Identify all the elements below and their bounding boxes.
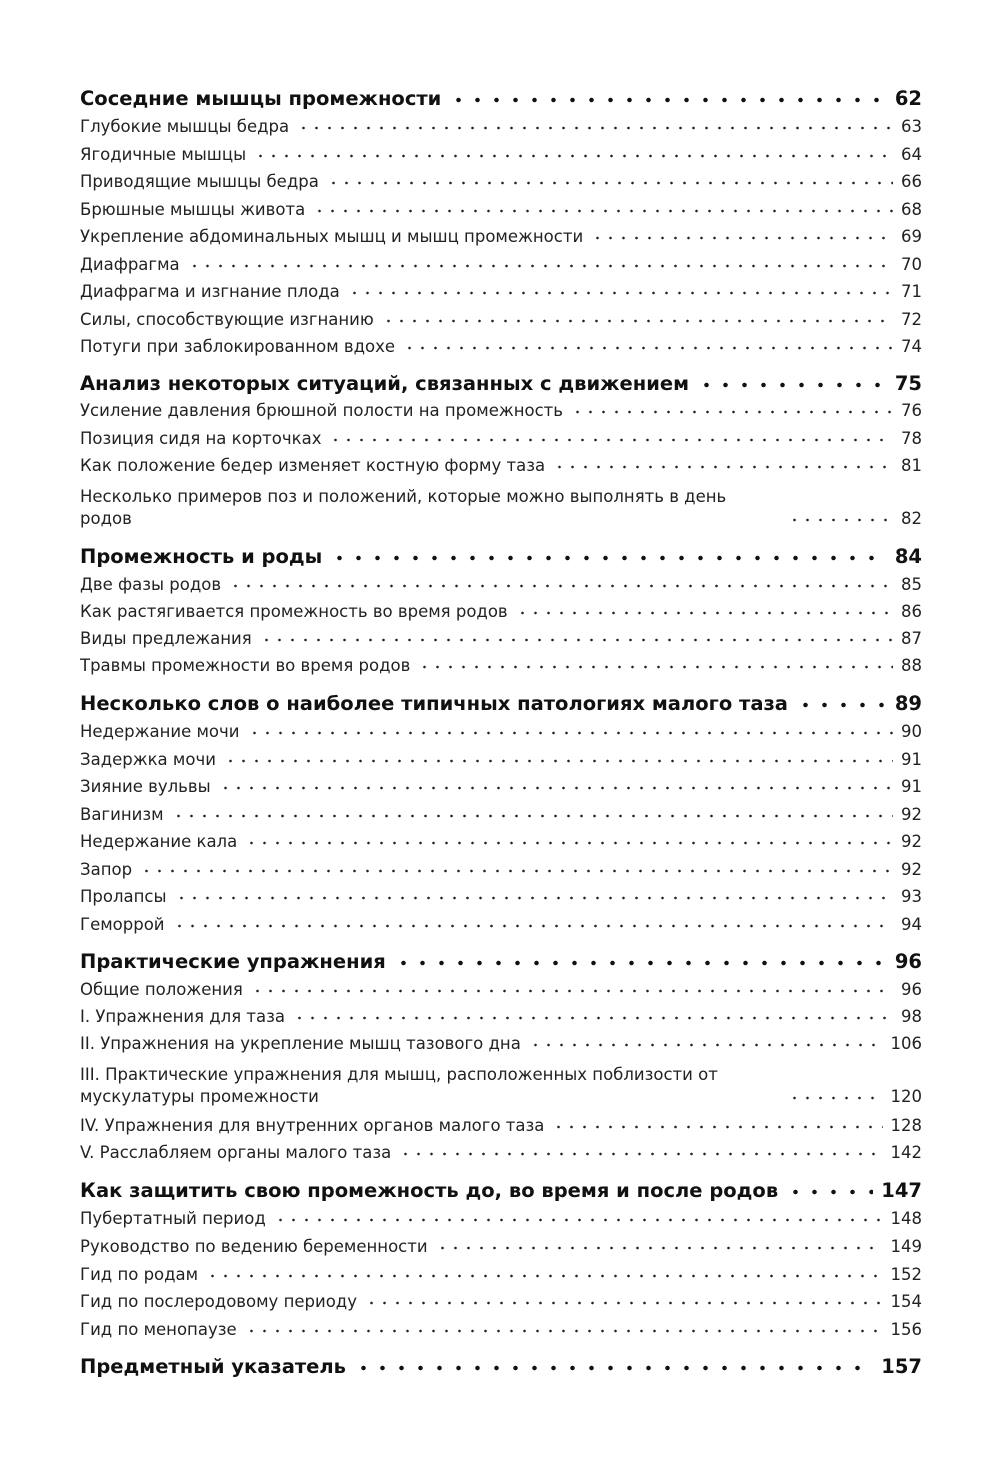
page-number: 62 [894,87,922,110]
page-number: 88 [901,656,922,675]
dot-leader [382,318,893,324]
entry-title: Диафрагма и изгнание плода [80,282,340,301]
section-heading[interactable] [80,687,922,717]
dot-leader [248,730,894,736]
dot-leader [245,840,893,846]
dot-leader [313,208,893,214]
page-number: 96 [894,950,922,973]
dot-leader [697,381,887,389]
dot-leader [354,1364,873,1372]
section-heading[interactable] [80,367,922,397]
page-number: 128 [890,1116,922,1135]
section-heading[interactable] [80,540,922,570]
toc-entry[interactable] [80,250,922,276]
entry-title: Пубертатный период [80,1209,266,1228]
dot-leader [260,637,893,643]
toc-entry[interactable] [80,277,922,303]
toc-entry[interactable] [80,478,922,530]
entry-title: Недержание кала [80,832,238,851]
dot-leader [172,813,893,819]
page-number: 94 [901,915,922,934]
toc-entry[interactable] [80,570,922,596]
section-title: Как защитить свою промежность до, во время и после родов [80,1179,779,1202]
dot-leader [529,1042,883,1048]
dot-leader [330,554,887,562]
toc-entry[interactable] [80,1204,922,1230]
section-heading[interactable] [80,945,922,975]
page-number: 78 [901,429,922,448]
page-number: 82 [901,509,922,528]
page-number: 76 [901,401,922,420]
dot-leader [206,1273,882,1279]
toc-entry[interactable] [80,624,922,650]
toc-entry[interactable] [80,827,922,853]
dot-leader [140,868,893,874]
section-heading[interactable] [80,1174,922,1204]
entry-title: Гид по послеродовому периоду [80,1292,357,1311]
entry-title: Позиция сидя на корточках [80,429,322,448]
dot-leader [449,96,887,104]
toc-entry[interactable] [80,1111,922,1137]
page-number: 86 [901,602,922,621]
dot-leader [788,1095,883,1101]
page-number: 92 [901,805,922,824]
dot-leader [293,1015,893,1021]
page-number: 68 [901,200,922,219]
entry-title: Усиление давления брюшной полости на промежность [80,401,563,420]
entry-title: Как растягивается промежность во время родов [80,602,508,621]
dot-leader [327,180,893,186]
toc-entry[interactable] [80,1138,922,1164]
page-number: 152 [890,1265,922,1284]
entry-title: Зияние вульвы [80,777,211,796]
toc-entry[interactable] [80,717,922,743]
entry-title: Две фазы родов [80,575,222,594]
toc-entry[interactable] [80,195,922,221]
dot-leader [173,923,893,929]
toc-entry[interactable] [80,1287,922,1313]
page-number: 63 [901,117,922,136]
page-number: 87 [901,629,922,648]
entry-title: Руководство по ведению беременности [80,1237,428,1256]
section-title: Практические упражнения [80,950,386,973]
page-number: 147 [881,1179,922,1202]
entry-title: V. Расслабляем органы малого таза [80,1143,392,1162]
toc-entry[interactable] [80,332,922,358]
dot-leader [571,409,893,415]
page-number: 75 [894,372,922,395]
toc-entry[interactable] [80,910,922,936]
dot-leader [348,290,893,296]
page-number: 142 [890,1143,922,1162]
dot-leader [219,785,893,791]
section-heading[interactable] [80,82,922,112]
toc-entry[interactable] [80,855,922,881]
toc-entry[interactable] [80,772,922,798]
page-number: 92 [901,832,922,851]
toc-entry[interactable] [80,745,922,771]
page-number: 106 [890,1034,922,1053]
toc-entry[interactable] [80,167,922,193]
toc-entry[interactable] [80,1056,922,1108]
dot-leader [297,125,893,131]
page-number: 64 [901,145,922,164]
page-number: 81 [901,456,922,475]
entry-title: Запор [80,860,133,879]
entry-title: Глубокие мышцы бедра [80,117,290,136]
entry-title: Гид по менопаузе [80,1320,237,1339]
page-number: 149 [890,1237,922,1256]
entry-title: Пролапсы [80,887,167,906]
toc-entry[interactable] [80,800,922,826]
page-number: 154 [890,1292,922,1311]
dot-leader [365,1300,883,1306]
entry-title: Задержка мочи [80,750,216,769]
dot-leader [796,701,887,709]
section-title: Несколько слов о наиболее типичных патологиях малого таза [80,692,788,715]
entry-title: Приводящие мышцы бедра [80,172,319,191]
entry-title: Укрепление абдоминальных мышц и мышц промежности [80,227,584,246]
page-number: 74 [901,337,922,356]
entry-title: Гид по родам [80,1265,199,1284]
page-number: 93 [901,887,922,906]
entry-title: Травмы промежности во время родов [80,656,411,675]
toc-entry[interactable] [80,975,922,1001]
dot-leader [516,610,893,616]
dot-leader [329,437,893,443]
dot-leader [394,959,887,967]
page-number: 156 [890,1320,922,1339]
page-number: 89 [894,692,922,715]
dot-leader [245,1328,883,1334]
entry-title: Несколько примеров поз и положений, которые можно выполнять в день родов [80,487,727,528]
toc-entry[interactable] [80,1260,922,1286]
entry-title: Виды предлежания [80,629,252,648]
entry-title: Силы, способствующие изгнанию [80,310,374,329]
page-number: 120 [890,1087,922,1106]
page-number: 70 [901,255,922,274]
entry-title: Вагинизм [80,805,164,824]
section-title: Предметный указатель [80,1355,347,1378]
section-heading[interactable] [80,1350,922,1380]
toc-entry[interactable] [80,597,922,623]
toc-entry[interactable] [80,882,922,908]
entry-title: Диафрагма [80,255,180,274]
dot-leader [436,1245,883,1251]
dot-leader [788,517,893,523]
dot-leader [403,345,893,351]
entry-title: Потуги при заблокированном вдохе [80,337,396,356]
toc-entry[interactable] [80,424,922,450]
entry-title: IV. Упражнения для внутренних органов малого таза [80,1116,545,1135]
dot-leader [552,1124,882,1130]
page-number: 157 [881,1355,922,1378]
dot-leader [274,1217,883,1223]
page-number: 91 [901,750,922,769]
entry-title: Геморрой [80,915,165,934]
section-title: Анализ некоторых ситуаций, связанных с движением [80,372,690,395]
page-number: 90 [901,722,922,741]
toc-entry[interactable] [80,396,922,422]
page-number: 91 [901,777,922,796]
page-number: 148 [890,1209,922,1228]
dot-leader [553,464,893,470]
entry-title: Недержание мочи [80,722,240,741]
dot-leader [418,664,893,670]
page-number: 85 [901,575,922,594]
toc-entry[interactable] [80,140,922,166]
page-number: 96 [901,980,922,999]
section-title: Соседние мышцы промежности [80,87,442,110]
page-number: 66 [901,172,922,191]
toc-entry[interactable] [80,1232,922,1258]
dot-leader [251,988,893,994]
toc-entry[interactable] [80,451,922,477]
page-number: 72 [901,310,922,329]
page-number: 84 [894,545,922,568]
entry-title: II. Упражнения на укрепление мышц тазового дна [80,1034,521,1053]
dot-leader [188,263,893,269]
entry-title: I. Упражнения для таза [80,1007,286,1026]
dot-leader [786,1188,873,1196]
toc-entry[interactable] [80,222,922,248]
toc-entry[interactable] [80,112,922,138]
entry-title: Брюшные мышцы живота [80,200,306,219]
page-number: 69 [901,227,922,246]
toc-entry[interactable] [80,305,922,331]
dot-leader [224,758,893,764]
toc-entry[interactable] [80,1315,922,1341]
dot-leader [591,235,893,241]
dot-leader [229,583,893,589]
entry-title: Ягодичные мышцы [80,145,247,164]
entry-title: Общие положения [80,980,243,999]
page-number: 71 [901,282,922,301]
page-number: 98 [901,1007,922,1026]
section-title: Промежность и роды [80,545,323,568]
dot-leader [399,1151,882,1157]
toc-entry[interactable] [80,651,922,677]
dot-leader [254,153,893,159]
dot-leader [175,895,893,901]
toc-entry[interactable] [80,1029,922,1055]
entry-title: Как положение бедер изменяет костную форму таза [80,456,546,475]
entry-title: III. Практические упражнения для мышц, расположенных поблизости от мускулатуры промежности [80,1065,718,1106]
toc-entry[interactable] [80,1002,922,1028]
page-number: 92 [901,860,922,879]
